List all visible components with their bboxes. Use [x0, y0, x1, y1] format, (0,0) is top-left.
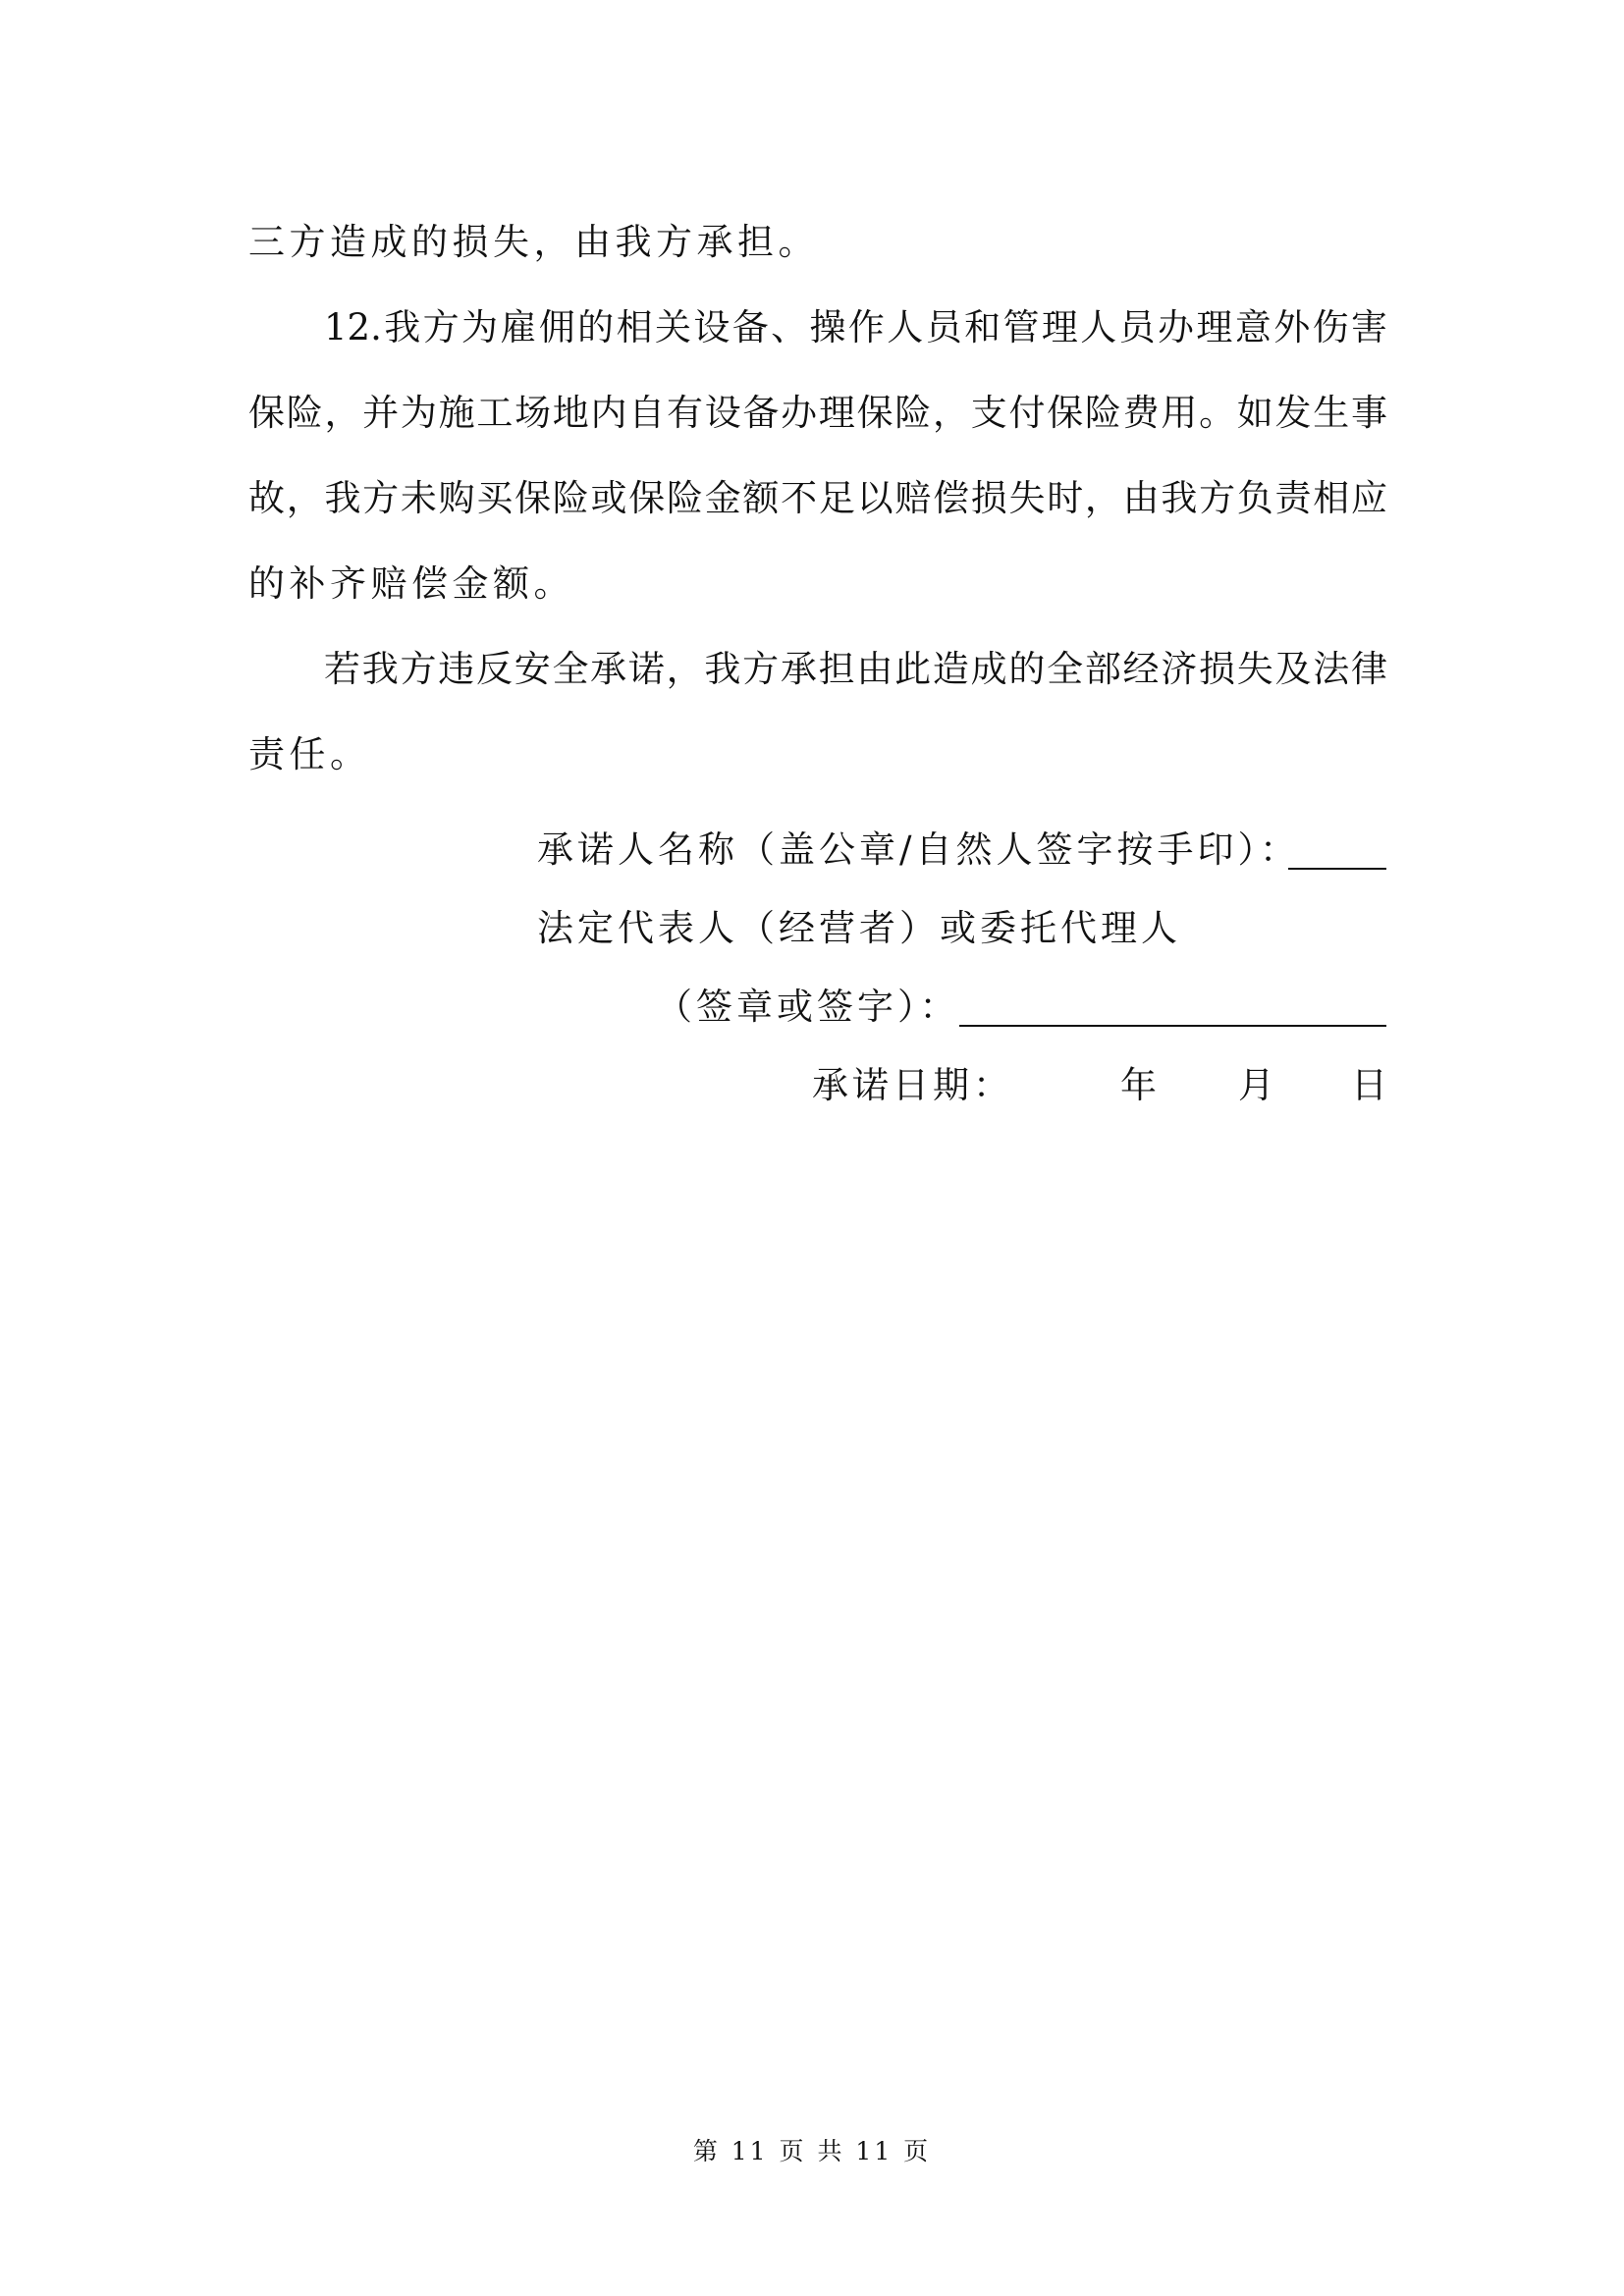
- sign-label: （签章或签字）：: [656, 986, 960, 1028]
- promisor-name-label: 承诺人名称（盖公章/自然人签字按手印）：: [537, 828, 1300, 871]
- body-line-1: 三方造成的损失，由我方承担。: [248, 221, 819, 263]
- legal-representative-label: 法定代表人（经营者）或委托代理人: [537, 907, 1181, 949]
- breach-line-1: 若我方违反安全承诺，我方承担由此造成的全部经济损失及法律: [324, 648, 1387, 690]
- clause-12-line-1: 12.我方为雇佣的相关设备、操作人员和管理人员办理意外伤害: [324, 306, 1387, 348]
- date-label: 承诺日期：: [812, 1064, 1013, 1106]
- promisor-name-blank[interactable]: [1288, 868, 1386, 870]
- clause-12-line-4: 的补齐赔偿金额。: [248, 562, 574, 605]
- page-footer: 第 11 页 共 11 页: [692, 2137, 932, 2165]
- signature-blank[interactable]: [959, 1025, 1386, 1027]
- clause-12-line-2: 保险，并为施工场地内自有设备办理保险，支付保险费用。如发生事: [248, 392, 1387, 434]
- date-month-label: 月: [1238, 1064, 1278, 1106]
- clause-12-line-3: 故，我方未购买保险或保险金额不足以赔偿损失时，由我方负责相应: [248, 477, 1387, 519]
- breach-line-2: 责任。: [248, 733, 371, 775]
- date-year-label: 年: [1120, 1064, 1161, 1106]
- date-day-label: 日: [1351, 1064, 1391, 1106]
